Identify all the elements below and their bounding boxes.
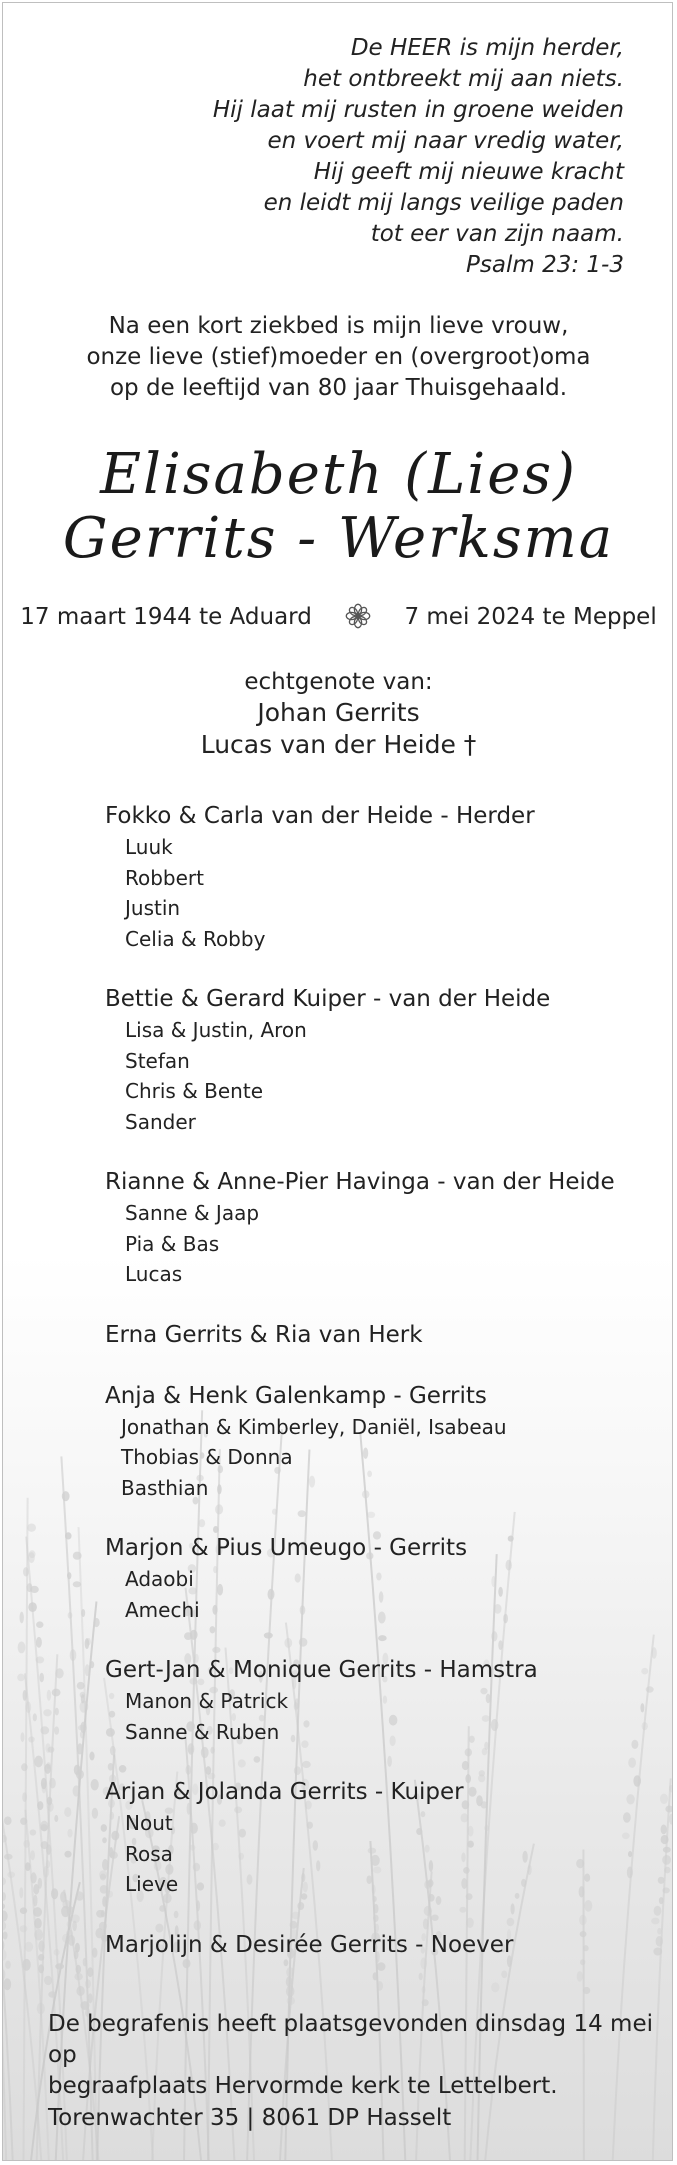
announcement-line: Na een kort ziekbed is mijn lieve vrouw,	[108, 313, 569, 339]
family-group	[105, 1532, 665, 1625]
family-child: Jonathan & Kimberley, Daniël, Isabeau	[121, 1414, 507, 1439]
funeral-line: begraafplaats Hervormde kerk te Lettelbert.	[48, 2073, 558, 2099]
family-parent: Marjon & Pius Umeugo - Gerrits	[105, 1535, 468, 1561]
family-group	[105, 1929, 665, 1961]
deceased-name-line: Gerrits - Werksma	[62, 506, 615, 571]
psalm-line: en voert mij naar vredig water,	[267, 128, 624, 154]
family-child: Rosa	[125, 1841, 173, 1866]
death-date: 7 mei 2024 te Meppel	[404, 604, 657, 630]
family-child: Sanne & Jaap	[125, 1201, 260, 1225]
family-child: Robbert	[125, 865, 204, 890]
deceased-name-line: Elisabeth (Lies)	[100, 442, 577, 507]
family-child: Chris & Bente	[125, 1079, 263, 1103]
family-parent: Erna Gerrits & Ria van Herk	[105, 1321, 423, 1348]
spouse-name: Johan Gerrits	[257, 698, 420, 727]
spouse-name: Lucas van der Heide †	[200, 730, 477, 759]
family-group	[105, 1654, 665, 1747]
family-child: Lucas	[125, 1262, 183, 1286]
psalm-reference: Psalm 23: 1-3	[466, 252, 624, 278]
family-child: Pia & Bas	[125, 1231, 220, 1256]
announcement-line: op de leeftijd van 80 jaar Thuisgehaald.	[109, 375, 568, 401]
family-child: Amechi	[125, 1597, 200, 1622]
family-child: Sander	[125, 1109, 196, 1134]
family-child: Adaobi	[125, 1567, 194, 1591]
family-child: Stefan	[125, 1048, 190, 1073]
flower-icon	[345, 603, 371, 629]
life-dates	[3, 601, 673, 633]
psalm-line: De HEER is mijn herder,	[350, 35, 624, 61]
family-group	[105, 983, 665, 1137]
family-group	[105, 1380, 665, 1504]
family-child: Nout	[125, 1811, 173, 1835]
family-child: Manon & Patrick	[125, 1689, 289, 1713]
family-child: Lisa & Justin, Aron	[125, 1018, 307, 1042]
deceased-name	[3, 443, 673, 571]
family-child: Basthian	[121, 1475, 209, 1500]
family-child: Lieve	[125, 1872, 179, 1896]
family-group	[105, 1776, 665, 1900]
funeral-line: De begrafenis heeft plaatsgevonden dinsdag 14 mei op	[48, 2011, 653, 2068]
family-child: Luuk	[125, 835, 173, 859]
family-parent: Gert-Jan & Monique Gerrits - Hamstra	[105, 1657, 538, 1683]
psalm-line: het ontbreekt mij aan niets.	[303, 66, 624, 92]
spouse-section	[3, 667, 673, 761]
correspondence-address: Torenwachter 35 | 8061 DP Hasselt	[48, 2105, 452, 2131]
family-parent: Bettie & Gerard Kuiper - van der Heide	[105, 986, 551, 1012]
psalm-line: tot eer van zijn naam.	[370, 221, 624, 247]
family-parent: Anja & Henk Galenkamp - Gerrits	[105, 1382, 487, 1409]
birth-date: 17 maart 1944 te Aduard	[20, 604, 312, 630]
family-child: Justin	[125, 896, 181, 920]
psalm-line: Hij geeft mij nieuwe kracht	[313, 159, 624, 185]
family-child: Celia & Robby	[125, 926, 266, 951]
funeral-notice	[48, 2009, 658, 2102]
announcement-text	[3, 311, 673, 404]
obituary-card	[2, 2, 673, 2161]
family-child: Thobias & Donna	[121, 1445, 293, 1469]
spouse-label: echtgenote van:	[244, 669, 433, 695]
family-parent: Arjan & Jolanda Gerrits - Kuiper	[105, 1779, 464, 1805]
psalm-line: en leidt mij langs veilige paden	[263, 190, 624, 216]
family-group	[105, 800, 665, 954]
family-parent: Marjolijn & Desirée Gerrits - Noever	[105, 1931, 514, 1958]
family-group	[105, 1166, 665, 1290]
psalm-line: Hij laat mij rusten in groene weiden	[212, 97, 624, 123]
family-parent: Rianne & Anne-Pier Havinga - van der Heide	[105, 1169, 615, 1195]
announcement-line: onze lieve (stief)moeder en (overgroot)oma	[86, 344, 591, 370]
psalm-verse	[64, 33, 624, 281]
family-child: Sanne & Ruben	[125, 1719, 280, 1744]
family-group	[105, 1319, 665, 1351]
family-list	[105, 800, 665, 1990]
family-parent: Fokko & Carla van der Heide - Herder	[105, 803, 535, 829]
